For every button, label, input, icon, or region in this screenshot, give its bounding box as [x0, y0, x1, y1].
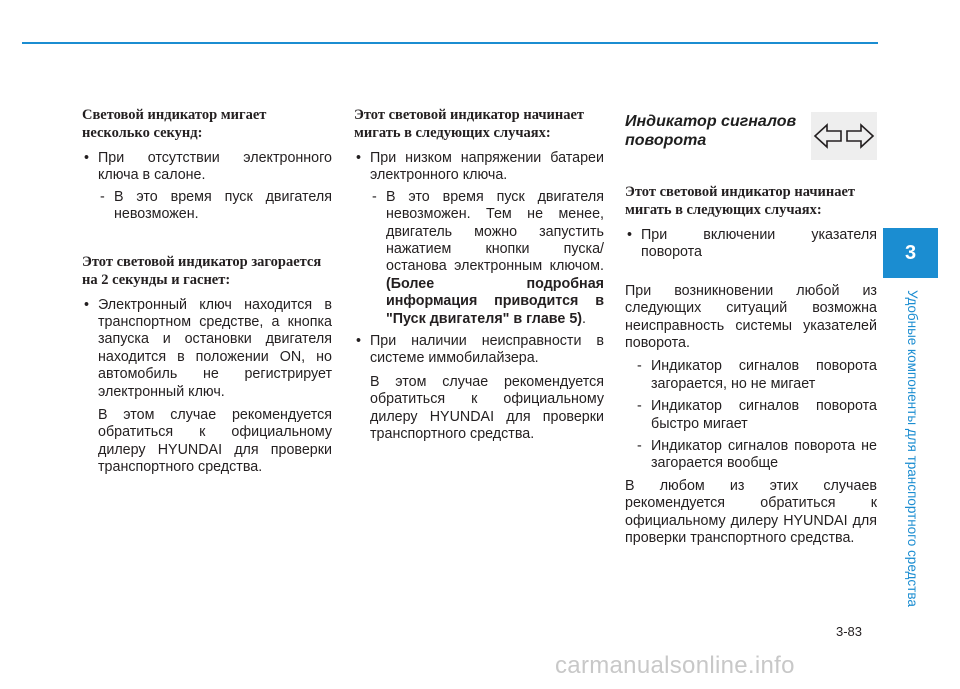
col1-bullet-2 [82, 297, 332, 401]
col3-sub-2-text: Индикатор сигналов поворота быстро мигает [651, 398, 877, 432]
turn-signal-arrows-icon [811, 112, 877, 160]
col2-bullet-1-sub-text: В это время пуск двигателя невозможен. Тем не менее, двигатель можно запустить нажатием кнопки пуска/останова электронным ключом. [386, 188, 604, 275]
col3-body [625, 183, 877, 548]
dash-mark: - [637, 438, 642, 455]
col3-sub-1 [625, 358, 877, 393]
section-title: Индикатор сигналов поворота [625, 113, 797, 149]
col2-heading-1: Этот световой индикатор начинает мигать в следующих случаях: [354, 107, 585, 141]
col1-heading-2: Этот световой индикатор загорается на 2 секунды и гаснет: [82, 253, 322, 288]
col1-bullet-1-text: При отсутствии электронного ключа в салоне. [98, 150, 332, 184]
col3-para-1: При возникновении любой из следующих ситуаций возможна неисправность системы указателей поворота. [625, 282, 877, 352]
column-1 [82, 106, 332, 483]
watermark: carmanualsonline.info [555, 652, 795, 679]
col3-bullet-1 [625, 227, 877, 262]
bullet-mark: • [356, 333, 362, 350]
dash-mark: - [637, 398, 642, 415]
top-rule [22, 42, 878, 44]
bullet-mark: • [84, 150, 90, 166]
column-2 [354, 106, 604, 450]
column-3 [625, 106, 875, 554]
col3-para-2: В любом из этих случаев рекомендуется обратиться к официальному дилеру HYUNDAI для проверки транспортного средства. [625, 477, 877, 547]
dash-mark: - [637, 358, 642, 375]
col3-sub-2 [625, 398, 877, 433]
col2-bullet-1-text: При низком напряжении батареи электронного ключа. [370, 150, 604, 184]
col1-bullet-2-text: Электронный ключ находится в транспортном средстве, а кнопка запуска и остановки двигателя находится в положении ON, но автомобиль не регистрирует электронный ключ. [98, 296, 332, 400]
chapter-tab: 3 [883, 228, 938, 278]
col1-bullet-1 [82, 150, 332, 224]
col3-sub-3-text: Индикатор сигналов поворота не загорается вообще [651, 438, 877, 472]
col2-bullet-2-text: При наличии неисправности в системе иммобилайзера. [370, 333, 604, 367]
col1-bullet-1-sub [98, 189, 332, 224]
col2-bullet-1-bold-ref: (Более подробная информация приводится в "Пуск двигателя" в главе 5) [386, 275, 604, 327]
col2-bullet-1 [354, 150, 604, 328]
col1-heading-1: Световой индикатор мигает несколько секунд: [82, 107, 267, 141]
col3-sub-3 [625, 438, 877, 473]
page-number: 3-83 [836, 624, 863, 639]
bullet-mark: • [627, 227, 633, 243]
bullet-mark: • [356, 150, 362, 166]
dash-mark: - [372, 188, 377, 205]
col3-bullet-1-text: При включении указателя поворота [641, 227, 877, 261]
col3-sub-1-text: Индикатор сигналов поворота загорается, но не мигает [651, 358, 877, 392]
col1-bullet-2-para: В этом случае рекомендуется обратиться к официальному дилеру HYUNDAI для проверки транспортного средства. [98, 407, 332, 476]
chapter-side-title: Удобные компоненты для транспортного средства [905, 290, 920, 607]
col2-bullet-1-end: . [582, 310, 587, 327]
col3-heading-1: Этот световой индикатор начинает мигать в следующих случаях: [625, 184, 856, 218]
col2-bullet-2-para: В этом случае рекомендуется обратиться к официальному дилеру HYUNDAI для проверки транспортного средства. [370, 373, 604, 443]
col1-bullet-1-sub-text: В это время пуск двигателя невозможен. [114, 188, 332, 223]
bullet-mark: • [84, 296, 90, 313]
col2-bullet-1-sub [370, 189, 604, 328]
dash-mark: - [100, 188, 105, 205]
col2-bullet-2 [354, 333, 604, 368]
